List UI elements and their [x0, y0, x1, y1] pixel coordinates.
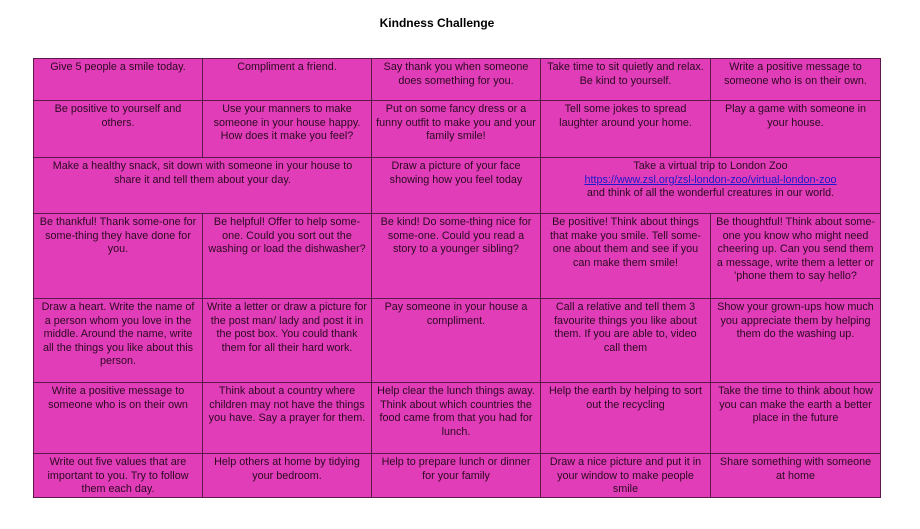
challenge-cell: Draw a heart. Write the name of a person whom you love in the middle. Around the name, write all the things you like about this person. [34, 299, 203, 383]
challenge-cell: Make a healthy snack, sit down with someone in your house to share it and tell them about your day. [34, 158, 372, 214]
challenge-cell: Help the earth by helping to sort out the recycling [541, 383, 711, 454]
challenge-cell: Help to prepare lunch or dinner for your family [372, 454, 541, 498]
challenge-cell: Help clear the lunch things away. Think about which countries the food came from that you had for lunch. [372, 383, 541, 454]
table-row [34, 214, 881, 299]
challenge-cell: Take time to sit quietly and relax. Be kind to yourself. [541, 59, 711, 101]
challenge-cell: Write a positive message to someone who is on their own. [711, 59, 881, 101]
table-row [34, 158, 881, 214]
challenge-cell: Share something with someone at home [711, 454, 881, 498]
challenge-cell: Show your grown-ups how much you appreciate them by helping them do the washing up. [711, 299, 881, 383]
challenge-cell: Be thankful! Thank some-one for some-thing they have done for you. [34, 214, 203, 299]
challenge-cell: Draw a picture of your face showing how you feel today [372, 158, 541, 214]
challenge-cell: Write out five values that are important to you. Try to follow them each day. [34, 454, 203, 498]
challenge-cell: Tell some jokes to spread laughter around your home. [541, 101, 711, 158]
table-row [34, 59, 881, 101]
challenge-cell: Write a letter or draw a picture for the post man/ lady and post it in the post box. You could thank them for all their hard work. [203, 299, 372, 383]
page-title: Kindness Challenge [379, 16, 495, 30]
kindness-challenge-grid [33, 58, 881, 498]
challenge-cell: Give 5 people a smile today. [34, 59, 203, 101]
challenge-cell: Help others at home by tidying your bedroom. [203, 454, 372, 498]
challenge-cell: Use your manners to make someone in your house happy. How does it make you feel? [203, 101, 372, 158]
virtual-zoo-cell [541, 158, 881, 214]
challenge-cell: Pay someone in your house a compliment. [372, 299, 541, 383]
zoo-intro-text: Take a virtual trip to London Zoo [633, 160, 788, 172]
challenge-cell: Be thoughtful! Think about some-one you know who might need cheering up. Can you send them a message, write them a letter or 'phone them to say hello? [711, 214, 881, 299]
challenge-cell: Take the time to think about how you can make the earth a better place in the future [711, 383, 881, 454]
challenge-cell: Be positive to yourself and others. [34, 101, 203, 158]
table-row [34, 299, 881, 383]
challenge-cell: Draw a nice picture and put it in your window to make people smile [541, 454, 711, 498]
virtual-zoo-link[interactable]: https://www.zsl.org/zsl-london-zoo/virtual-london-zoo [584, 173, 837, 186]
challenge-cell: Be helpful! Offer to help some-one. Could you sort out the washing or load the dishwasher? [203, 214, 372, 299]
table-row [34, 101, 881, 158]
table-row [34, 383, 881, 454]
challenge-cell: Call a relative and tell them 3 favourite things you like about them. If you are able to, video call them [541, 299, 711, 383]
challenge-cell: Think about a country where children may not have the things you have. Say a prayer for them. [203, 383, 372, 454]
challenge-cell: Say thank you when someone does something for you. [372, 59, 541, 101]
zoo-outro-text: and think of all the wonderful creatures in our world. [586, 187, 835, 200]
challenge-cell: Be positive! Think about things that make you smile. Tell some-one about them and see if you can make them smile! [541, 214, 711, 299]
challenge-cell: Be kind! Do some-thing nice for some-one. Could you read a story to a younger sibling? [372, 214, 541, 299]
challenge-cell: Write a positive message to someone who is on their own [34, 383, 203, 454]
challenge-cell: Put on some fancy dress or a funny outfit to make you and your family smile! [372, 101, 541, 158]
challenge-cell: Compliment a friend. [203, 59, 372, 101]
challenge-cell: Play a game with someone in your house. [711, 101, 881, 158]
table-row [34, 454, 881, 498]
